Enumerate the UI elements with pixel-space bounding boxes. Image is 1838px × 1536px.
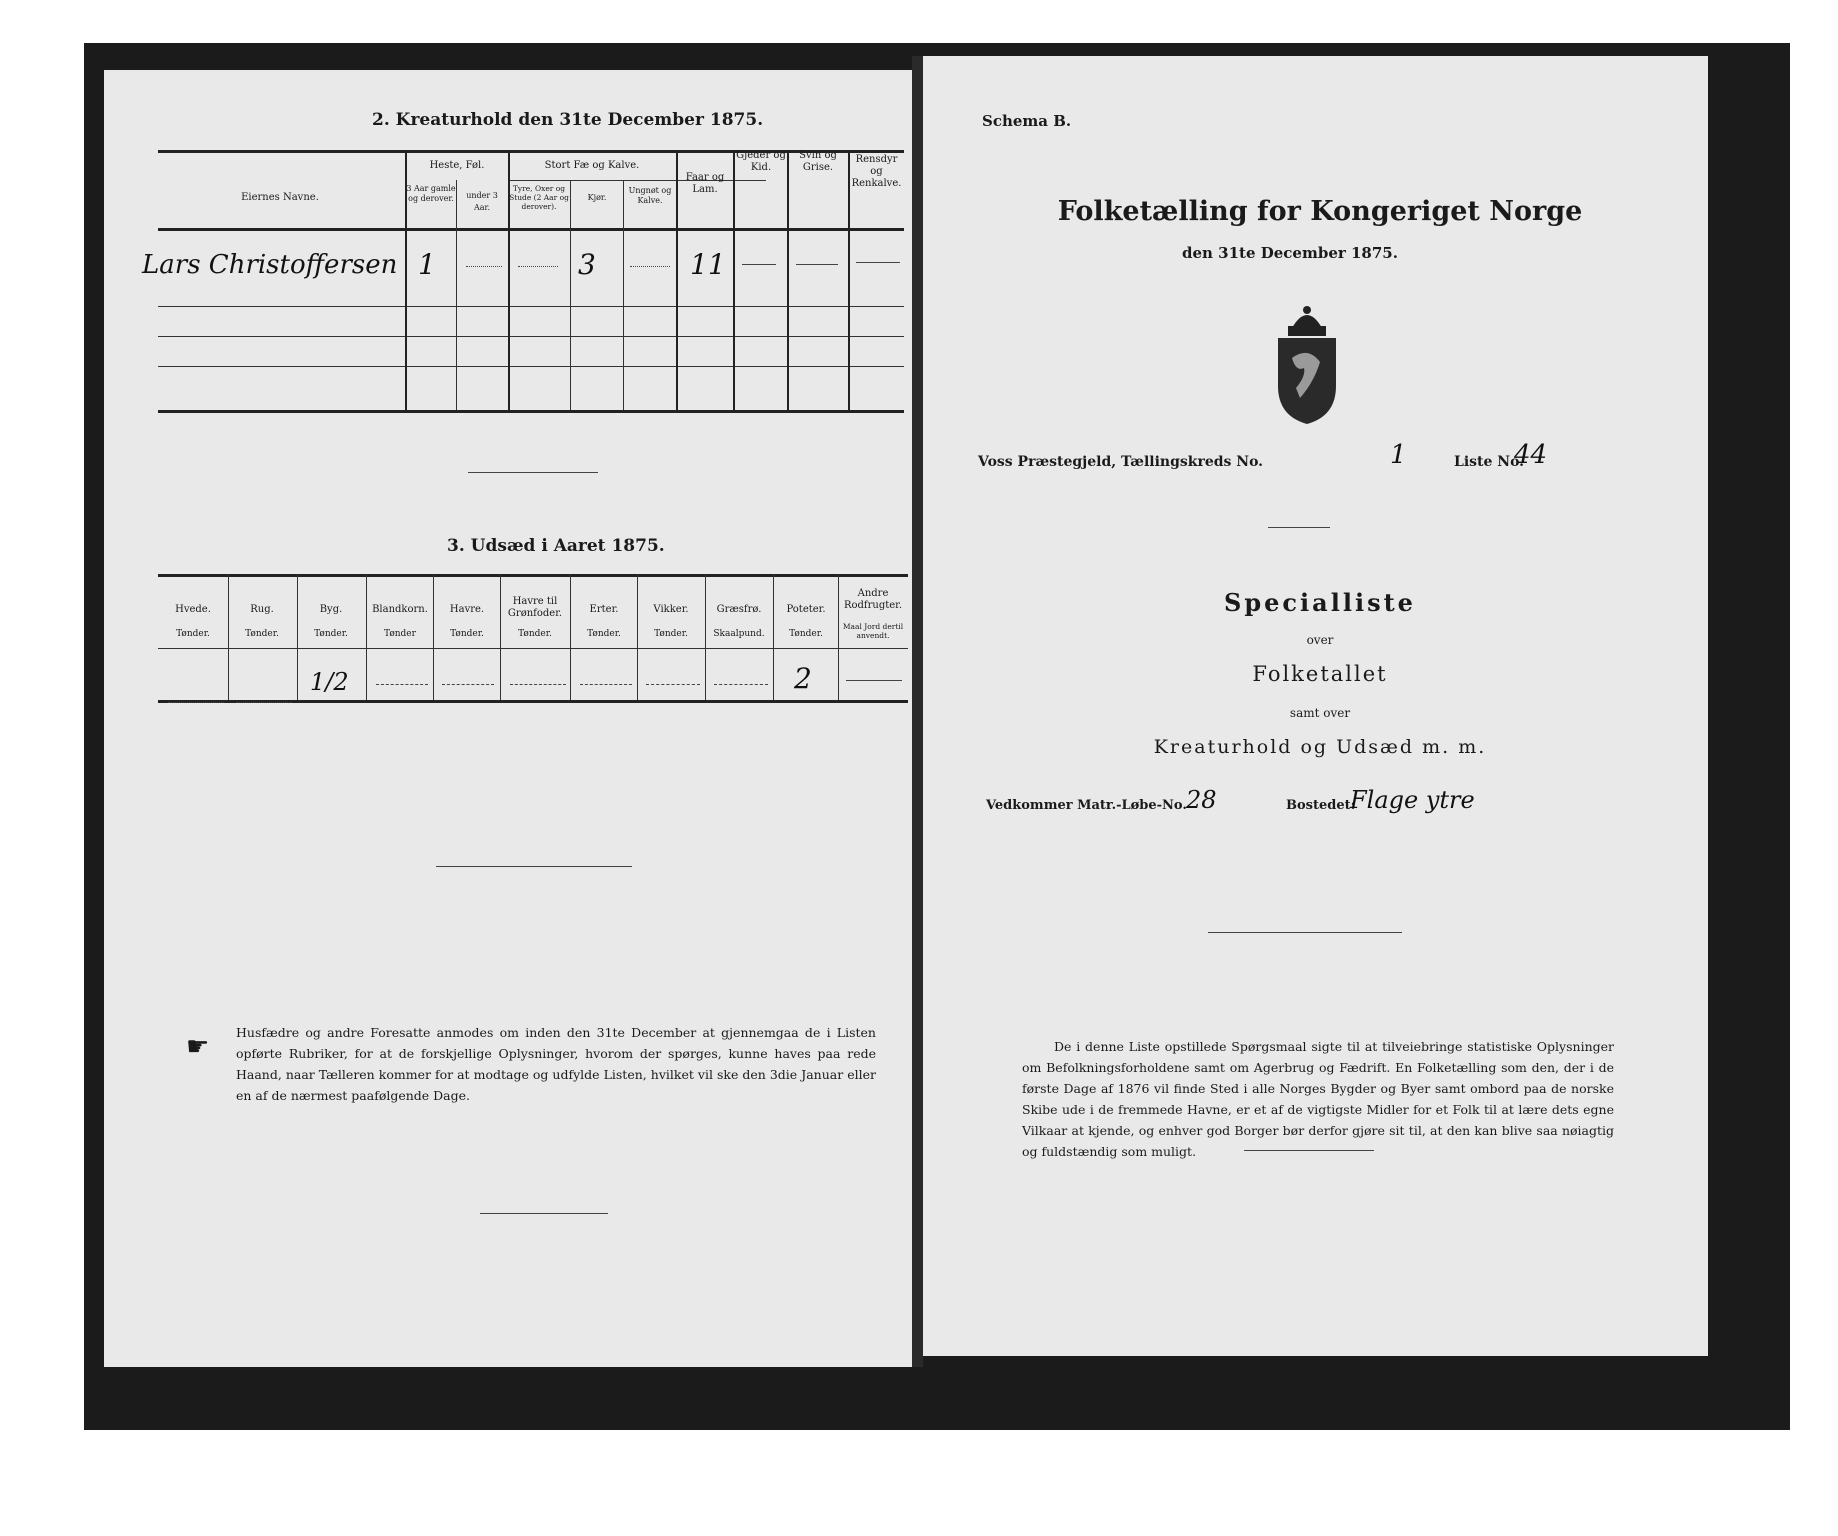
district-label: Voss Præstegjeld, Tællingskreds No. <box>978 454 1264 470</box>
table-rule <box>158 306 904 307</box>
folketallet-title: Folketallet <box>1252 662 1388 686</box>
bosted-label: Bostedet: <box>1286 798 1356 813</box>
col-rensdyr: Rensdyr og Renkalve. <box>851 154 902 189</box>
section3-title: 3. Udsæd i Aaret 1875. <box>447 536 665 556</box>
page-fold <box>912 56 923 1367</box>
separator <box>1268 527 1330 528</box>
seed-unit-0: Tønder. <box>176 629 210 639</box>
kjor-value: 3 <box>578 248 596 281</box>
dash <box>714 684 768 685</box>
district-no: 1 <box>1390 440 1407 470</box>
col-ungnot: Ungnøt og Kalve. <box>628 186 672 205</box>
table-col <box>456 180 457 410</box>
over-label: over <box>1306 633 1334 647</box>
coat-of-arms-icon <box>1262 298 1352 428</box>
separator <box>480 1213 608 1214</box>
table-rule <box>158 648 908 649</box>
seed-col-6: Erter. <box>589 604 619 615</box>
bosted-value: Flage ytre <box>1350 786 1475 814</box>
seed-col-3: Blandkorn. <box>372 604 428 615</box>
dash <box>510 684 566 685</box>
specialliste-title: Specialliste <box>1224 588 1416 617</box>
col-kjor: Kjør. <box>587 193 607 202</box>
seed-unit-1: Tønder. <box>245 629 279 639</box>
table-col <box>733 150 735 410</box>
seed-col-5: Havre til Grønfoder. <box>507 596 563 619</box>
dash <box>168 702 224 703</box>
seed-unit-2: Tønder. <box>314 629 348 639</box>
separator <box>1208 932 1402 933</box>
dash <box>630 266 670 267</box>
dash <box>796 264 838 265</box>
dash <box>376 684 428 685</box>
col-tyre: Tyre, Oxer og Stude (2 Aar og derover). <box>509 184 569 211</box>
seed-unit-8: Skaalpund. <box>713 629 765 639</box>
byg-value: 1/2 <box>310 668 349 696</box>
seed-col-10: Andre Rodfrugter. <box>843 588 903 611</box>
col-gjeder: Gjeder og Kid. <box>736 150 786 173</box>
separator <box>436 866 632 867</box>
matr-label: Vedkommer Matr.-Løbe-No. <box>986 798 1187 813</box>
seed-col-1: Rug. <box>250 604 274 615</box>
col-svin: Svin og Grise. <box>799 150 837 173</box>
seed-unit-6: Tønder. <box>587 629 621 639</box>
liste-no: 44 <box>1514 440 1548 470</box>
faar-value: 11 <box>690 248 726 281</box>
pointing-hand-icon: ☛ <box>186 1032 210 1062</box>
table-rule <box>158 228 904 231</box>
col-owner: Eiernes Navne. <box>241 192 319 203</box>
liste-label: Liste No. <box>1454 454 1525 470</box>
owner-name: Lars Christoffersen <box>142 250 398 280</box>
seed-unit-3: Tønder <box>384 629 416 639</box>
separator <box>1244 1150 1374 1151</box>
seed-col-4: Havre. <box>449 604 485 615</box>
seed-col-9: Poteter. <box>786 604 826 615</box>
section2-title: 2. Kreaturhold den 31te December 1875. <box>372 110 764 130</box>
schema-label: Schema B. <box>982 112 1072 130</box>
dash <box>646 684 700 685</box>
col-stort: Stort Fæ og Kalve. <box>544 160 640 171</box>
seed-unit-7: Tønder. <box>654 629 688 639</box>
col-heste: Heste, Føl. <box>429 160 485 171</box>
table-col <box>623 180 624 410</box>
table-rule <box>158 410 904 413</box>
samt-over-label: samt over <box>1289 706 1351 720</box>
seed-col-0: Hvede. <box>175 604 211 615</box>
seed-col-7: Vikker. <box>653 604 689 615</box>
table-rule <box>158 574 908 577</box>
col-faar: Faar og Lam. <box>685 172 725 195</box>
dash <box>742 264 776 265</box>
notice-text: Husfædre og andre Foresatte anmodes om inden den 31te December at gjennemgaa de i Listen opførte Rubriker, for at de forskjellige Oplysninger, hvorom der spørges, kunne haves paa rede Haand, naar Tælleren kommer for at modtage og udfylde Listen, hvilket vil ske den 3die Januar eller en af de nærmest paafølgende Dage. <box>236 1025 876 1103</box>
seed-unit-9: Tønder. <box>789 629 823 639</box>
table-col <box>787 150 789 410</box>
dash <box>580 684 632 685</box>
seed-unit-4: Tønder. <box>450 629 484 639</box>
matr-no: 28 <box>1186 786 1217 814</box>
dash <box>846 680 902 681</box>
seed-col-8: Græsfrø. <box>716 604 762 615</box>
heste-old-value: 1 <box>418 248 436 281</box>
table-col <box>570 180 571 410</box>
seed-col-2: Byg. <box>319 604 343 615</box>
main-title: Folketælling for Kongeriget Norge <box>1057 196 1583 227</box>
kreaturhold-title: Kreaturhold og Udsæd m. m. <box>1153 736 1487 758</box>
col-heste-young: under 3 Aar. <box>466 191 498 212</box>
dash <box>856 262 900 263</box>
main-date: den 31te December 1875. <box>1182 244 1398 262</box>
col-heste-old: 3 Aar gamle og derover. <box>406 184 456 203</box>
dash <box>466 266 502 267</box>
seed-unit-5: Tønder. <box>518 629 552 639</box>
dash <box>442 684 494 685</box>
table-rule <box>158 336 904 337</box>
seed-unit-10: Maal Jord dertil anvendt. <box>842 622 904 640</box>
info-paragraph: De i denne Liste opstillede Spørgsmaal sigte til at tilveiebringe statistiske Oplysninger om Befolkningsforholdene samt om Agerbrug og Fædrift. En Folketælling som den, der i de første Dage af 1876 vil finde Sted i alle Norges Bygder og Byer samt ombord paa de norske Skibe ude i de fremmede Havne, er et af de vigtigste Midler for et Folk til at lære dets egne Vilkaar at kjende, og enhver god Borger bør derfor gjøre sit til, at den kan blive saa nøiagtig og fuldstændig som muligt. <box>1022 1039 1614 1159</box>
dash <box>518 266 558 267</box>
dash <box>236 702 292 703</box>
table-rule <box>158 366 904 367</box>
poteter-value: 2 <box>794 662 812 695</box>
separator <box>468 472 598 473</box>
